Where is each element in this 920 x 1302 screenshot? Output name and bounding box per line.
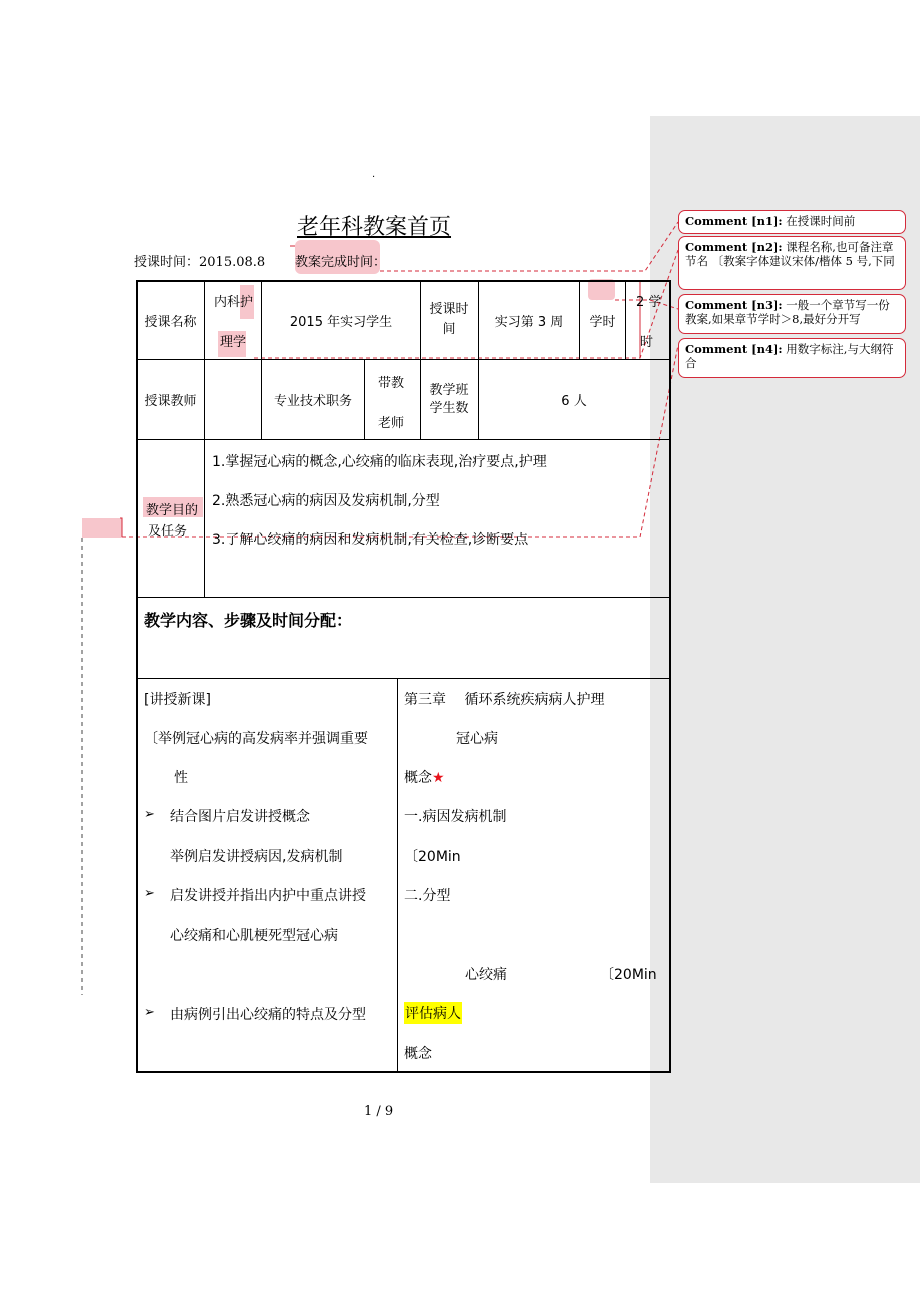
hours-label: 学时 xyxy=(589,314,616,330)
lesson-date: 授课时间：2015.08.8 xyxy=(134,255,266,270)
goal-item: 2.熟悉冠心病的病因及发病机制,分型 xyxy=(212,493,440,509)
right-line: 概念 xyxy=(404,1046,432,1062)
teacher-label: 授课教师 xyxy=(144,394,197,409)
week-value: 实习第 3 周 xyxy=(494,314,564,330)
course-label: 授课名称 xyxy=(144,314,197,330)
col-divider xyxy=(364,359,365,440)
goal-item: 3.了解心绞痛的病因和发病机制,有关检查,诊断要点 xyxy=(212,532,529,548)
right-line: 二.分型 xyxy=(404,888,451,904)
col-divider xyxy=(397,678,398,1072)
left-line: 启发讲授并指出内护中重点讲授 xyxy=(170,888,366,904)
class-value: 6 人 xyxy=(561,394,587,409)
right-line: 〔20Min xyxy=(404,849,461,865)
table-border-right xyxy=(669,280,671,1073)
left-line: [讲授新课] xyxy=(144,692,211,708)
goal-item: 1.掌握冠心病的概念,心绞痛的临床表现,治疗要点,护理 xyxy=(212,454,547,470)
left-line: 结合图片启发讲授概念 xyxy=(170,809,310,825)
page-title: 老年科教案首页 xyxy=(297,215,452,240)
left-line: 举例启发讲授病因,发病机制 xyxy=(170,849,343,865)
hours-value-a: 2 学 xyxy=(636,295,662,310)
row-divider-3 xyxy=(136,597,671,598)
right-line: 冠心病 xyxy=(456,731,498,747)
title-value-a: 带教 xyxy=(378,376,405,391)
concept-label: 概念 xyxy=(404,770,432,786)
bullet-arrow-icon: ➢ xyxy=(144,886,155,901)
left-line: 〔举例冠心病的高发病率并强调重要 xyxy=(144,731,368,747)
class-label: 教学班学生数 xyxy=(429,382,469,416)
comment-n1[interactable]: Comment [n1]: 在授课时间前 xyxy=(678,210,906,234)
goal-label-b: 及任务 xyxy=(148,524,188,539)
row-divider-4 xyxy=(136,678,671,679)
section-heading: 教学内容、步骤及时间分配： xyxy=(144,611,353,630)
left-line: 性 xyxy=(174,770,188,786)
assess-patient-highlight: 评估病人 xyxy=(404,1002,462,1024)
col-divider xyxy=(420,280,421,440)
bullet-arrow-icon: ➢ xyxy=(144,807,155,822)
page-number: 1 / 9 xyxy=(364,1104,394,1119)
row-divider-2 xyxy=(136,439,671,440)
right-line xyxy=(404,767,445,787)
left-line: 心绞痛和心肌梗死型冠心病 xyxy=(170,928,338,944)
students-value: 2015 年实习学生 xyxy=(289,314,393,330)
comment-n2[interactable]: Comment [n2]: 课程名称,也可备注章节名 〔教案字体建议宋体/楷体 5 号,下同 xyxy=(678,236,906,290)
right-line: 〔20Min xyxy=(600,967,657,983)
goal-label-a: 教学目的 xyxy=(146,503,199,518)
col-divider xyxy=(625,280,626,360)
star-icon: ★ xyxy=(432,770,445,786)
left-line: 由病例引出心绞痛的特点及分型 xyxy=(170,1007,366,1023)
header-dot: · xyxy=(372,172,376,183)
right-line: 一.病因发病机制 xyxy=(404,809,507,825)
comment-n3[interactable]: Comment [n3]: 一般一个章节写一份教案,如果章节学时＞8,最好分开写 xyxy=(678,294,906,334)
col-divider xyxy=(204,280,205,598)
hours-value-b: 时 xyxy=(640,335,654,350)
teacher-value xyxy=(205,360,261,439)
completion-label: 教案完成时间： xyxy=(295,255,387,270)
course-value-a: 内科护 xyxy=(214,295,254,310)
comment-n4[interactable]: Comment [n4]: 用数字标注,与大纲符合 xyxy=(678,338,906,378)
right-line: 心绞痛 xyxy=(465,967,507,983)
course-value-b: 理学 xyxy=(220,335,247,350)
title-label: 专业技术职务 xyxy=(273,394,352,409)
table-border-bottom xyxy=(136,1071,671,1073)
title-value-b: 老师 xyxy=(378,416,405,431)
right-line: 第三章 循环系统疾病病人护理 xyxy=(404,692,605,708)
bullet-arrow-icon: ➢ xyxy=(144,1005,155,1020)
time-label: 授课时间 xyxy=(429,302,469,337)
